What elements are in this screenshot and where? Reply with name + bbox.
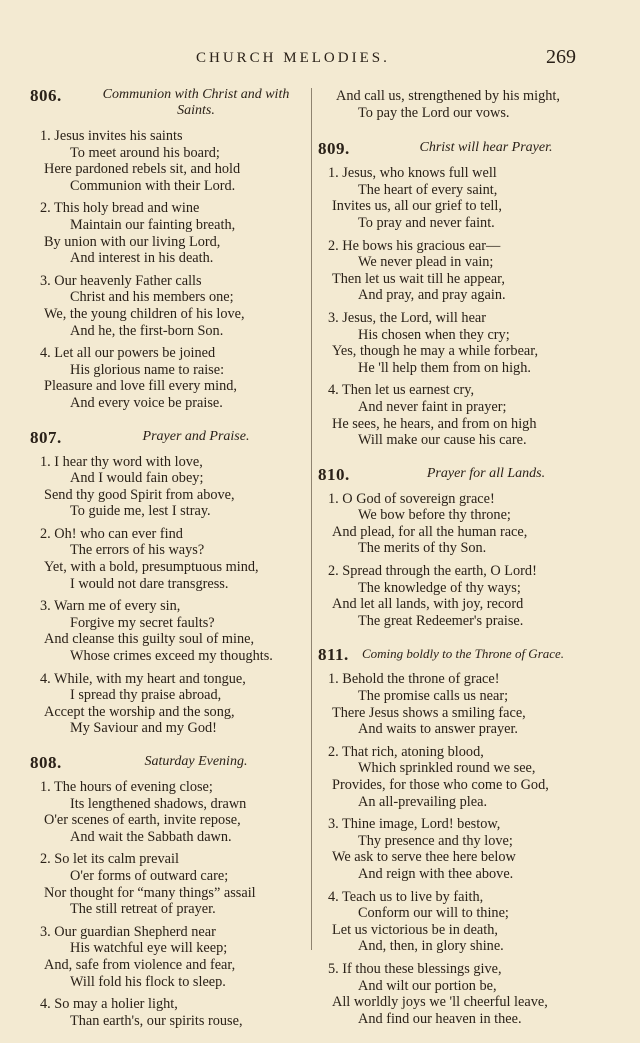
stanza (30, 128, 306, 194)
verse-line: The heart of every saint, (358, 181, 498, 198)
verse-line: 2. This holy bread and wine (40, 200, 200, 217)
verse-line: Nor thought for “many things” assail (44, 884, 256, 901)
verse-line: To pay the Lord our vows. (358, 104, 510, 121)
verse-line: And waits to answer prayer. (358, 721, 519, 738)
verse-line: 4. Teach us to live by faith, (328, 888, 484, 905)
hymn-title: Prayer and Praise. (142, 428, 250, 444)
stanza (318, 889, 598, 955)
verse-line: 3. Our guardian Shepherd near (40, 923, 216, 940)
verse-line: 1. I hear thy word with love, (40, 453, 203, 470)
verse-line: By union with our living Lord, (44, 233, 221, 250)
verse-line: 4. So may a holier light, (40, 996, 178, 1013)
hymn-number: 810. (318, 464, 350, 484)
verse-line: We never plead in vain; (358, 254, 494, 271)
verse-line: Whose crimes exceed my thoughts. (70, 648, 273, 665)
hymn-heading (318, 137, 598, 159)
verse-line: Then let us wait till he appear, (332, 270, 505, 287)
verse-line: And pray, and pray again. (358, 287, 506, 304)
verse-line: Will make our cause his care. (358, 432, 527, 449)
verse-line: An all-prevailing plea. (358, 793, 488, 810)
verse-line: 4. While, with my heart and tongue, (40, 670, 246, 687)
verse-line: 3. Thine image, Lord! bestow, (328, 816, 501, 833)
verse-line: And cleanse this guilty soul of mine, (44, 631, 255, 648)
verse-line: The great Redeemer's praise. (358, 612, 524, 629)
verse-line: 2. He bows his gracious ear— (328, 237, 501, 254)
verse-line: 1. The hours of evening close; (40, 779, 213, 795)
verse-line: Yes, though he may a while forbear, (332, 343, 539, 360)
verse-line: 1. Jesus, who knows full well (328, 165, 497, 182)
verse-line: Yet, with a bold, presumptuous mind, (44, 559, 259, 576)
verse-line: The knowledge of thy ways; (358, 579, 521, 596)
verse-line: Pleasure and love fill every mind, (44, 378, 237, 395)
verse-line: 3. Jesus, the Lord, will hear (328, 309, 487, 326)
verse-line: Which sprinkled round we see, (358, 760, 536, 777)
verse-line: The merits of thy Son. (358, 540, 487, 557)
verse-line: Christ and his members one; (70, 289, 234, 306)
verse-line: We ask to serve thee here below (332, 849, 516, 866)
verse-line: To guide me, lest I stray. (70, 503, 211, 520)
verse-line: I spread thy praise abroad, (70, 687, 222, 704)
hymn-title: Saturday Evening. (144, 754, 248, 769)
hymn (318, 643, 598, 1027)
verse-line: 5. If thou these blessings give, (328, 960, 502, 977)
stanza (318, 744, 598, 810)
stanza (318, 382, 598, 448)
verse-line: 3. Our heavenly Father calls (40, 272, 202, 289)
verse-line: To pray and never faint. (358, 214, 495, 231)
verse-line: My Saviour and my God! (70, 720, 217, 737)
stanza (318, 563, 598, 629)
verse-line: And, safe from violence and fear, (44, 956, 236, 973)
hymn (318, 137, 598, 449)
stanza (318, 816, 598, 882)
verse-line: He 'll help them from on high. (358, 359, 531, 376)
stanza (30, 996, 306, 1029)
verse-line: His glorious name to raise: (70, 361, 225, 378)
hymn-title: Christ will hear Prayer. (419, 140, 553, 156)
hymn-number: 807. (30, 427, 62, 447)
hymn-number: 809. (318, 139, 350, 159)
left-column (30, 84, 306, 1043)
hymn-heading (30, 426, 306, 448)
verse-line: And I would fain obey; (70, 470, 204, 487)
verse-line: He sees, he hears, and from on high (332, 415, 537, 432)
hymn (30, 84, 306, 412)
stanza (30, 598, 306, 664)
verse-line: 2. That rich, atoning blood, (328, 743, 484, 760)
verse-line: Invites us, all our grief to tell, (332, 198, 502, 215)
hymn-number: 808. (30, 753, 62, 772)
verse-line: Let us victorious be in death, (332, 921, 498, 938)
stanza (318, 165, 598, 231)
hymn-heading (318, 463, 598, 485)
verse-line: To meet around his board; (70, 144, 220, 161)
verse-line: And wait the Sabbath dawn. (70, 828, 232, 845)
hymn-title: Coming boldly to the Throne of Grace. (361, 646, 565, 662)
verse-line: Thy presence and thy love; (358, 832, 513, 849)
page-header (0, 46, 640, 70)
verse-line: Communion with their Lord. (70, 177, 236, 194)
verse-line: 4. Let all our powers be joined (40, 345, 216, 362)
verse-line: Its lengthened shadows, drawn (70, 795, 247, 812)
verse-line: Maintain our fainting breath, (70, 216, 236, 233)
page-number: 269 (546, 46, 576, 68)
stanza (30, 851, 306, 917)
verse-line: O'er forms of outward care; (70, 867, 229, 884)
hymn-number: 811. (318, 645, 349, 665)
verse-line: The errors of his ways? (70, 542, 205, 559)
verse-line: And let all lands, with joy, record (332, 596, 524, 613)
continued-stanza (318, 88, 598, 121)
verse-line: And, then, in glory shine. (358, 938, 504, 955)
verse-line: We, the young children of his love, (44, 305, 245, 322)
hymn-heading (30, 751, 306, 773)
hymn-title: Communion with Christ and with Saints. (102, 87, 290, 118)
verse-line: 1. Behold the throne of grace! (328, 671, 500, 688)
hymn (318, 463, 598, 630)
right-column (318, 84, 598, 1041)
stanza (30, 779, 306, 845)
verse-line: And every voice be praise. (70, 394, 223, 411)
verse-line: And interest in his death. (70, 250, 214, 267)
verse-line: O'er scenes of earth, invite repose, (44, 812, 241, 829)
hymn (30, 751, 306, 1029)
stanza (318, 238, 598, 304)
running-title: CHURCH MELODIES. (196, 50, 390, 66)
verse-line: Send thy good Spirit from above, (44, 486, 235, 503)
verse-line: Forgive my secret faults? (70, 614, 215, 631)
stanza (30, 345, 306, 411)
hymn (30, 426, 306, 738)
verse-line: We bow before thy throne; (358, 507, 511, 524)
hymn-title: Prayer for all Lands. (426, 465, 546, 481)
verse-line: 2. So let its calm prevail (40, 851, 179, 868)
verse-line: The still retreat of prayer. (70, 901, 216, 918)
verse-line: Will fold his flock to sleep. (70, 973, 226, 990)
stanza (30, 454, 306, 520)
verse-line: And plead, for all the human race, (332, 523, 528, 540)
stanza (30, 671, 306, 737)
stanza (318, 491, 598, 557)
verse-line: 4. Then let us earnest cry, (328, 382, 475, 399)
verse-line: And reign with thee above. (358, 865, 514, 882)
stanza (30, 200, 306, 266)
verse-line: There Jesus shows a smiling face, (332, 704, 526, 721)
verse-line: His watchful eye will keep; (70, 940, 228, 957)
stanza (30, 526, 306, 592)
stanza (30, 924, 306, 990)
verse-line: 1. Jesus invites his saints (40, 128, 183, 144)
verse-line: Accept the worship and the song, (44, 703, 235, 720)
hymn-heading (30, 84, 306, 122)
verse-line: His chosen when they cry; (358, 326, 510, 343)
hymn-number: 806. (30, 86, 62, 105)
verse-line: 1. O God of sovereign grace! (328, 490, 495, 507)
verse-line: 2. Spread through the earth, O Lord! (328, 563, 537, 580)
verse-line: Here pardoned rebels sit, and hold (44, 161, 241, 178)
verse-line: All worldly joys we 'll cheerful leave, (332, 994, 548, 1011)
hymn-heading (318, 643, 598, 665)
verse-line: Provides, for those who come to God, (332, 777, 549, 793)
column-divider (311, 88, 312, 950)
verse-line: And find our heaven in thee. (358, 1010, 522, 1027)
verse-line: And never faint in prayer; (358, 398, 507, 415)
stanza (318, 310, 598, 376)
verse-line: 3. Warn me of every sin, (40, 598, 181, 615)
verse-line: The promise calls us near; (358, 688, 509, 705)
verse-line: I would not dare transgress. (70, 575, 229, 592)
stanza (318, 671, 598, 737)
verse-line: And call us, strengthened by his might, (336, 88, 560, 104)
verse-line: Than earth's, our spirits rouse, (70, 1012, 243, 1029)
verse-line: And wilt our portion be, (358, 977, 497, 994)
stanza (318, 961, 598, 1027)
verse-line: And he, the first-born Son. (70, 322, 224, 339)
stanza (30, 273, 306, 339)
verse-line: Conform our will to thine; (358, 905, 509, 922)
verse-line: 2. Oh! who can ever find (40, 525, 183, 542)
